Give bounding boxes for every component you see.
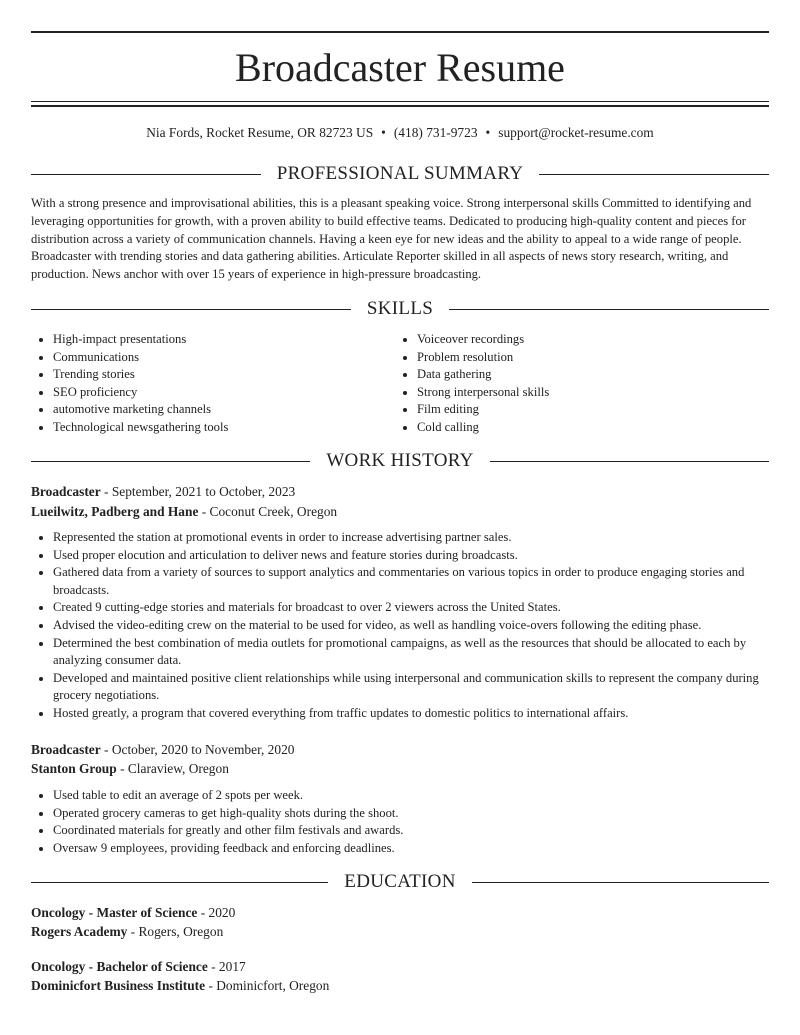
skills-column-left <box>31 331 393 437</box>
job-employer: Stanton Group <box>31 761 117 776</box>
summary-text: With a strong presence and improvisational abilities, this is a pleasant speaking voice. Strong interpersonal skills Committed to identifying and leveraging opportunities for growth, with a proven ability to build effective teams. Dedicated to producing high-quality content and pieces for distribution across a variety of communication channels. Having a keen eye for new ideas and the ability to appeal to a wide range of people. Broadcaster with trending stories and data gathering abilities. Articulate Reporter skilled in all aspects of news story research, writing, and production. News anchor with over 15 years of experience in high-pressure broadcasting. <box>31 196 752 282</box>
job-title-line <box>31 741 769 759</box>
skills-column-right <box>395 331 757 437</box>
job-employer: Lueilwitz, Padberg and Hane <box>31 504 199 519</box>
education-section-header <box>31 871 769 893</box>
education-heading: EDUCATION <box>344 871 456 892</box>
section-rule <box>31 882 328 883</box>
duty-item: • Advised the video-editing crew on the material to be used for video, as well as handling voice-overs following the editing phase. <box>53 617 769 635</box>
skill-item: • High-impact presentations <box>53 331 393 349</box>
education-school: Dominicfort Business Institute <box>31 978 206 993</box>
section-rule <box>449 309 769 310</box>
contact-separator: • <box>381 125 386 140</box>
contact-address: Nia Fords, Rocket Resume, OR 82723 US <box>146 125 374 140</box>
job-title: Broadcaster <box>31 484 101 499</box>
skill-item: • Problem resolution <box>417 349 757 367</box>
title-rule-thin <box>31 101 769 102</box>
education-school-line <box>31 977 769 995</box>
job-title-line <box>31 483 769 501</box>
duty-item: • Used proper elocution and articulation to deliver news and feature stories during broadcasts. <box>53 547 769 565</box>
duty-item: • Coordinated materials for greatly and other film festivals and awards. <box>53 822 769 840</box>
duty-item: • Gathered data from a variety of sources to support analytics and commentaries on various topics in order to produce engaging stories and broadcasts. <box>53 564 769 599</box>
education-degree: Oncology - Bachelor of Science <box>31 959 208 974</box>
section-rule <box>490 461 769 462</box>
education-year: - 2020 <box>197 905 236 920</box>
skills-heading: SKILLS <box>366 298 434 319</box>
duty-item: • Developed and maintained positive client relationships while using interpersonal and communication skills to represent the company during grocery negotiations. <box>53 670 769 705</box>
education-location: - Dominicfort, Oregon <box>205 978 330 993</box>
education-degree: Oncology - Master of Science <box>31 905 198 920</box>
education-school-line <box>31 923 769 941</box>
duty-item: • Oversaw 9 employees, providing feedback and enforcing deadlines. <box>53 840 769 858</box>
education-location: - Rogers, Oregon <box>127 924 224 939</box>
work-section-header <box>31 450 769 472</box>
summary-heading: PROFESSIONAL SUMMARY <box>276 163 524 184</box>
skills-section-header <box>31 298 769 320</box>
education-degree-line <box>31 904 769 922</box>
job-title: Broadcaster <box>31 742 101 757</box>
section-rule <box>472 882 769 883</box>
skill-item: • Trending stories <box>53 366 393 384</box>
education-degree-line <box>31 958 769 976</box>
duty-item: • Created 9 cutting-edge stories and materials for broadcast to over 2 viewers across the United States. <box>53 599 769 617</box>
duty-item: • Used table to edit an average of 2 spots per week. <box>53 787 769 805</box>
skill-item: • Communications <box>53 349 393 367</box>
contact-line <box>31 124 769 142</box>
resume-title: Broadcaster Resume <box>235 45 565 90</box>
title-rule-thick <box>31 105 769 107</box>
contact-email: support@rocket-resume.com <box>498 125 654 140</box>
duty-item: • Hosted greatly, a program that covered everything from traffic updates to domestic politics to international affairs. <box>53 705 769 723</box>
section-rule <box>539 174 769 175</box>
duty-item: • Determined the best combination of media outlets for promotional campaigns, as well as the resources that should be allocated to each by analyzing consumer data. <box>53 635 769 670</box>
section-rule <box>31 309 351 310</box>
contact-separator: • <box>485 125 491 140</box>
skill-item: • Strong interpersonal skills <box>417 384 757 402</box>
job-location: - Coconut Creek, Oregon <box>198 504 338 519</box>
skill-item: • Film editing <box>417 401 757 419</box>
section-rule <box>31 461 310 462</box>
section-rule <box>31 174 261 175</box>
skill-item: • Technological newsgathering tools <box>53 419 393 437</box>
education-year: - 2017 <box>207 959 246 974</box>
education-school: Rogers Academy <box>31 924 128 939</box>
duty-item: • Operated grocery cameras to get high-quality shots during the shoot. <box>53 805 769 823</box>
summary-section-header <box>31 163 769 185</box>
job-org-line <box>31 503 769 521</box>
job-duties-list <box>31 529 769 723</box>
skill-item: • Data gathering <box>417 366 757 384</box>
top-rule <box>31 31 769 33</box>
job-org-line <box>31 760 769 778</box>
skill-item: • Cold calling <box>417 419 757 437</box>
skill-item: • Voiceover recordings <box>417 331 757 349</box>
job-dates: - October, 2020 to November, 2020 <box>100 742 295 757</box>
skill-item: • SEO proficiency <box>53 384 393 402</box>
contact-phone: (418) 731-9723 <box>393 125 478 140</box>
duty-item: • Represented the station at promotional events in order to increase advertising partner sales. <box>53 529 769 547</box>
job-dates: - September, 2021 to October, 2023 <box>100 484 296 499</box>
job-duties-list <box>31 787 769 857</box>
work-heading: WORK HISTORY <box>326 450 474 471</box>
skill-item: • automotive marketing channels <box>53 401 393 419</box>
job-location: - Claraview, Oregon <box>116 761 229 776</box>
